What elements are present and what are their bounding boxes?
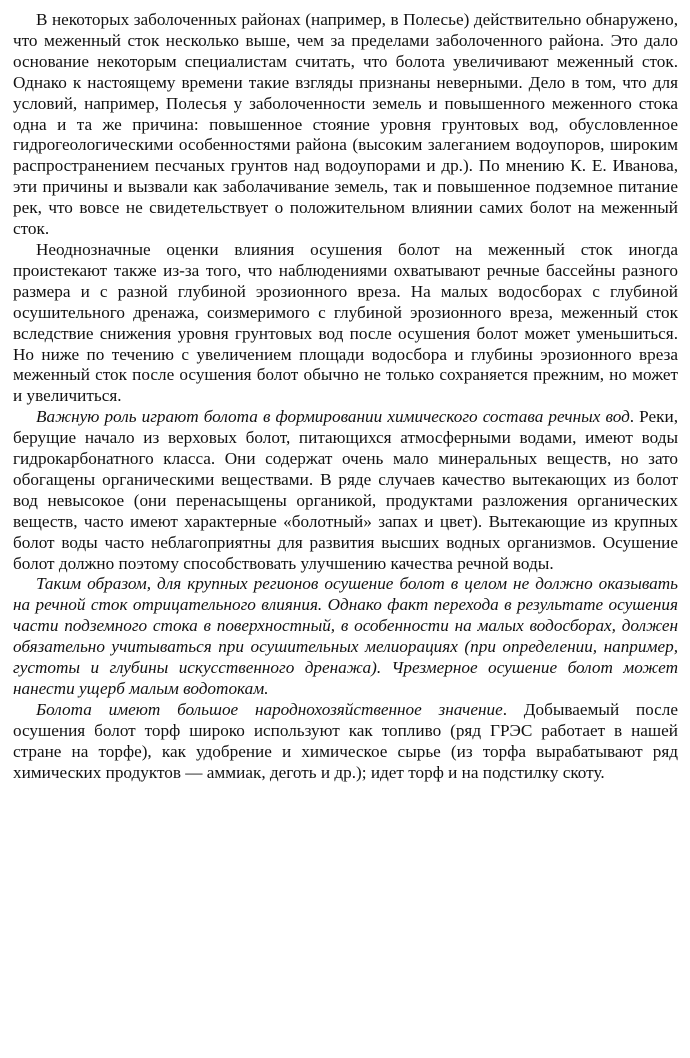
paragraph-drainage-assessment: [13, 240, 678, 407]
paragraph-text: . Реки, берущие начало из верховых болот, питающихся атмосферными водами, имеют воды гидрокарбонатного класса. Они содержат очень мало минеральных веществ, но зато обогащены органическими веществами. В ряде случаев качество вытекающих из болот вод невысокое (они перенасыщены органикой, продуктами разложения органических веществ, часто имеют характерные «болотный» запах и цвет). Вытекающие из крупных болот воды часто неблагоприятны для развития высших водных организмов. Осушение болот должно поэтому способствовать улучшению качества речной воды.: [13, 407, 678, 573]
italic-lead-phrase: Болота имеют большое народнохозяйственное значение: [36, 699, 503, 719]
italic-lead-phrase: Важную роль играют болота в формировании химического состава речных вод: [36, 407, 630, 427]
italic-conclusion-text: Таким образом, для крупных регионов осушение болот в целом не должно оказывать на речной сток отрицательного влияния. Однако факт перехода в результате осушения части подземного стока в поверхностный, в особенности на малых водосборах, должен обязательно учитываться при осушительных мелиорациях (при определении, например, густоты и глубины искусственного дренажа). Чрезмерное осушение болот может нанести ущерб малым водотокам.: [13, 574, 678, 698]
paragraph-conclusion: [13, 574, 678, 699]
paragraph-chemical-composition: [13, 407, 678, 574]
paragraph-economic-importance: [13, 700, 678, 784]
paragraph-swamp-low-flow: [13, 10, 678, 240]
paragraph-text: Неоднозначные оценки влияния осушения болот на меженный сток иногда проистекают также из-за того, что наблюдениями охватывают речные бассейны разного размера и с разной глубиной эрозионного вреза. На малых водосборах с глубиной осушительного дренажа, соизмеримого с глубиной эрозионного вреза, меженный сток вследствие снижения уровня грунтовых вод после осушения болот может уменьшиться. Но ниже по течению с увеличением площади водосбора и глубины эрозионного вреза меженный сток после осушения болот обычно не только сохраняется прежним, но может и увеличиться.: [13, 239, 678, 406]
paragraph-text: . Добываемый после осушения болот торф широко используют как топливо (ряд ГРЭС работает в нашей стране на торфе), как удобрение и химическое сырье (из торфа вырабатывают ряд химических продуктов — аммиак, деготь и др.); идет торф и на подстилку скоту.: [13, 699, 678, 782]
paragraph-text: В некоторых заболоченных районах (например, в Полесье) действительно обнаружено, что меженный сток несколько выше, чем за пределами заболоченного района. Это дало основание некоторым специалистам считать, что болота увеличивают меженный сток. Однако к настоящему времени такие взгляды признаны неверными. Дело в том, что для условий, например, Полесья у заболоченности земель и повышенного меженного стока одна и та же причина: повышенное стояние уровня грунтовых вод, обусловленное гидрогеологическими особенностями района (высоким залеганием водоупоров, широким распространением песчаных грунтов над водоупорами и др.). По мнению К. Е. Иванова, эти причины и вызвали как заболачивание земель, так и повышенное подземное питание рек, что вовсе не свидетельствует о положительном влиянии самих болот на меженный сток.: [13, 10, 678, 239]
